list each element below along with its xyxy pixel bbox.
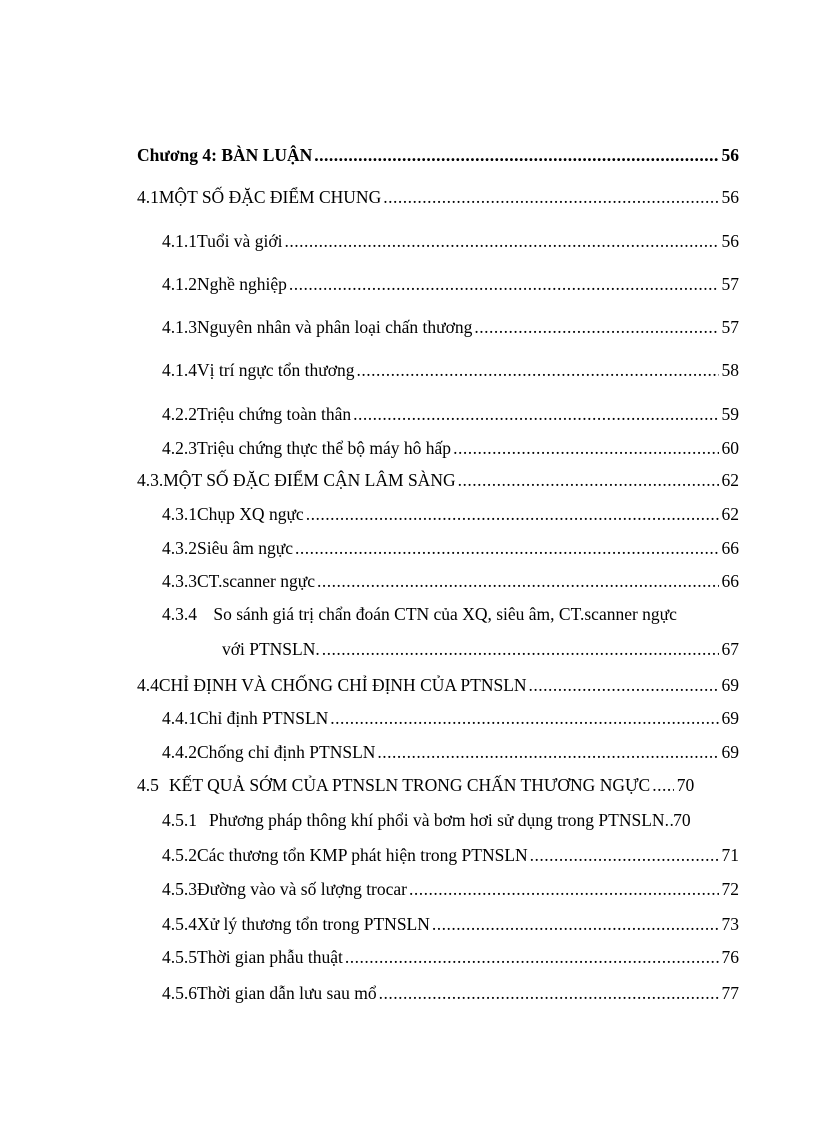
toc-item-number: 4.4.1 <box>162 708 197 728</box>
toc-page-number: 73 <box>721 914 739 934</box>
toc-item-number: 4.5.4 <box>162 914 197 934</box>
toc-item-title: CT.scanner ngực <box>197 571 316 591</box>
dot-leader <box>383 184 719 210</box>
dot-leader <box>284 228 719 254</box>
toc-page-number: 57 <box>721 274 739 294</box>
dot-leader <box>322 636 719 662</box>
toc-item-4-3-3[interactable] <box>0 568 816 594</box>
toc-item-number: 4.1.2 <box>162 274 197 294</box>
toc-chapter-title: Chương 4: BÀN LUẬN <box>137 145 313 165</box>
toc-item-number: 4.1.3 <box>162 317 197 337</box>
toc-item-title: KẾT QUẢ SỚM CỦA PTNSLN TRONG CHẤN THƯƠNG NGỰC <box>169 775 651 795</box>
dot-leader <box>379 980 719 1006</box>
dot-leader <box>529 672 719 698</box>
toc-item-title: Triệu chứng toàn thân <box>197 404 352 424</box>
toc-item-number: 4.5.6 <box>162 983 197 1003</box>
dot-leader <box>306 501 719 527</box>
toc-item-number: 4.1 <box>137 187 159 207</box>
toc-item-title: Thời gian dẫn lưu sau mổ <box>197 983 377 1003</box>
toc-item-title: MỘT SỐ ĐẶC ĐIỂM CẬN LÂM SÀNG <box>163 470 456 490</box>
toc-item-title: CHỈ ĐỊNH VÀ CHỐNG CHỈ ĐỊNH CỦA PTNSLN <box>158 675 527 695</box>
toc-page-number: 60 <box>721 438 739 458</box>
dot-leader <box>295 535 719 561</box>
toc-item-4-5[interactable] <box>0 772 816 798</box>
toc-item-number: 4.5.3 <box>162 879 197 899</box>
toc-item-title: So sánh giá trị chẩn đoán CTN của XQ, siêu âm, CT.scanner ngực <box>213 604 677 624</box>
dot-leader <box>432 911 719 937</box>
toc-item-4-4[interactable] <box>0 672 816 698</box>
toc-item-4-3-4[interactable] <box>0 601 816 627</box>
toc-page-number: 66 <box>721 571 739 591</box>
toc-item-title: Các thương tổn KMP phát hiện trong PTNSLN <box>197 845 528 865</box>
toc-page-number: 70 <box>676 775 695 795</box>
toc-item-number: 4.4 <box>137 675 159 695</box>
toc-item-title: Nguyên nhân và phân loại chấn thương <box>197 317 473 337</box>
toc-item-4-1-4[interactable] <box>0 357 816 383</box>
toc-item-number: 4.1.1 <box>162 231 197 251</box>
toc-item-number: 4.2.3 <box>162 438 197 458</box>
toc-item-title: Đường vào và số lượng trocar <box>197 879 407 899</box>
toc-item-4-1-1[interactable] <box>0 228 816 254</box>
toc-page-number: 58 <box>721 360 739 380</box>
dot-leader <box>652 772 674 798</box>
dot-leader <box>317 568 719 594</box>
toc-item-number: 4.5.2 <box>162 845 197 865</box>
toc-item-4-5-6[interactable] <box>0 980 816 1006</box>
toc-item-number: 4.5 <box>137 775 159 795</box>
toc-page-number: 70 <box>673 810 691 830</box>
toc-item-title: Vị trí ngực tổn thương <box>197 360 355 380</box>
toc-item-4-5-4[interactable] <box>0 911 816 937</box>
toc-item-title: Chỉ định PTNSLN <box>197 708 329 728</box>
toc-item-title: Phương pháp thông khí phổi và bơm hơi sử dụng trong PTNSLN <box>209 810 665 830</box>
toc-item-4-3-4-continuation[interactable] <box>0 636 816 662</box>
toc-page-number: 62 <box>721 504 739 524</box>
toc-page-number: 72 <box>721 879 739 899</box>
toc-item-title: Chống chỉ định PTNSLN <box>197 742 376 762</box>
toc-item-number: 4.3.2 <box>162 538 197 558</box>
dot-leader <box>353 401 719 427</box>
dot-leader <box>377 739 719 765</box>
toc-item-number: 4.3.4 <box>162 604 197 624</box>
toc-item-4-4-1[interactable] <box>0 705 816 731</box>
toc-item-number: 4.2.2 <box>162 404 197 424</box>
toc-item-4-3-2[interactable] <box>0 535 816 561</box>
toc-page-number: 67 <box>721 639 739 659</box>
toc-item-title: Thời gian phẫu thuật <box>197 947 343 967</box>
toc-item-number: 4.4.2 <box>162 742 197 762</box>
toc-item-number: 4.3.3 <box>162 571 197 591</box>
toc-page-number: 56 <box>721 231 739 251</box>
toc-item-4-2-2[interactable] <box>0 401 816 427</box>
toc-page-number: 57 <box>721 317 739 337</box>
toc-item-title: Nghề nghiệp <box>197 274 287 294</box>
toc-item-title: Chụp XQ ngực <box>197 504 304 524</box>
toc-item-4-1-3[interactable] <box>0 314 816 340</box>
toc-page-number: 69 <box>721 675 739 695</box>
toc-item-4-5-1[interactable] <box>0 807 816 833</box>
toc-item-4-3[interactable] <box>0 467 816 493</box>
dot-leader <box>458 467 719 493</box>
dot-leader <box>409 876 719 902</box>
dot-leader <box>314 142 719 168</box>
dot-leader <box>474 314 719 340</box>
toc-item-number: 4.5.1 <box>162 810 197 830</box>
toc-page-number: 59 <box>721 404 739 424</box>
toc-item-4-1[interactable] <box>0 184 816 210</box>
toc-page-number: 69 <box>721 708 739 728</box>
toc-page-number: 66 <box>721 538 739 558</box>
toc-page-number: 76 <box>721 947 739 967</box>
toc-item-title: Siêu âm ngực <box>197 538 293 558</box>
dot-leader <box>289 271 719 297</box>
toc-page-number: 62 <box>721 470 739 490</box>
toc-item-title: Xử lý thương tổn trong PTNSLN <box>197 914 430 934</box>
toc-chapter-row[interactable] <box>0 142 816 168</box>
toc-item-4-5-3[interactable] <box>0 876 816 902</box>
toc-item-title-continuation: với PTNSLN. <box>222 639 320 659</box>
toc-page-number: 77 <box>721 983 739 1003</box>
toc-item-4-1-2[interactable] <box>0 271 816 297</box>
dot-leader <box>665 807 673 833</box>
toc-item-4-3-1[interactable] <box>0 501 816 527</box>
dot-leader <box>453 435 719 461</box>
toc-item-number: 4.3. <box>137 470 164 490</box>
dot-leader <box>357 357 719 383</box>
toc-item-4-4-2[interactable] <box>0 739 816 765</box>
toc-page-number: 69 <box>721 742 739 762</box>
toc-item-number: 4.5.5 <box>162 947 197 967</box>
toc-item-number: 4.1.4 <box>162 360 197 380</box>
toc-item-4-5-2[interactable] <box>0 842 816 868</box>
dot-leader <box>330 705 719 731</box>
toc-item-title: Tuổi và giới <box>197 231 283 251</box>
dot-leader <box>530 842 719 868</box>
toc-item-4-2-3[interactable] <box>0 435 816 461</box>
toc-page-number: 56 <box>721 145 739 165</box>
toc-item-4-5-5[interactable] <box>0 944 816 970</box>
toc-page-number: 56 <box>721 187 739 207</box>
toc-item-title: Triệu chứng thực thể bộ máy hô hấp <box>197 438 452 458</box>
dot-leader <box>345 944 719 970</box>
toc-item-title: MỘT SỐ ĐẶC ĐIỂM CHUNG <box>158 187 382 207</box>
toc-page-number: 71 <box>721 845 739 865</box>
toc-item-number: 4.3.1 <box>162 504 197 524</box>
